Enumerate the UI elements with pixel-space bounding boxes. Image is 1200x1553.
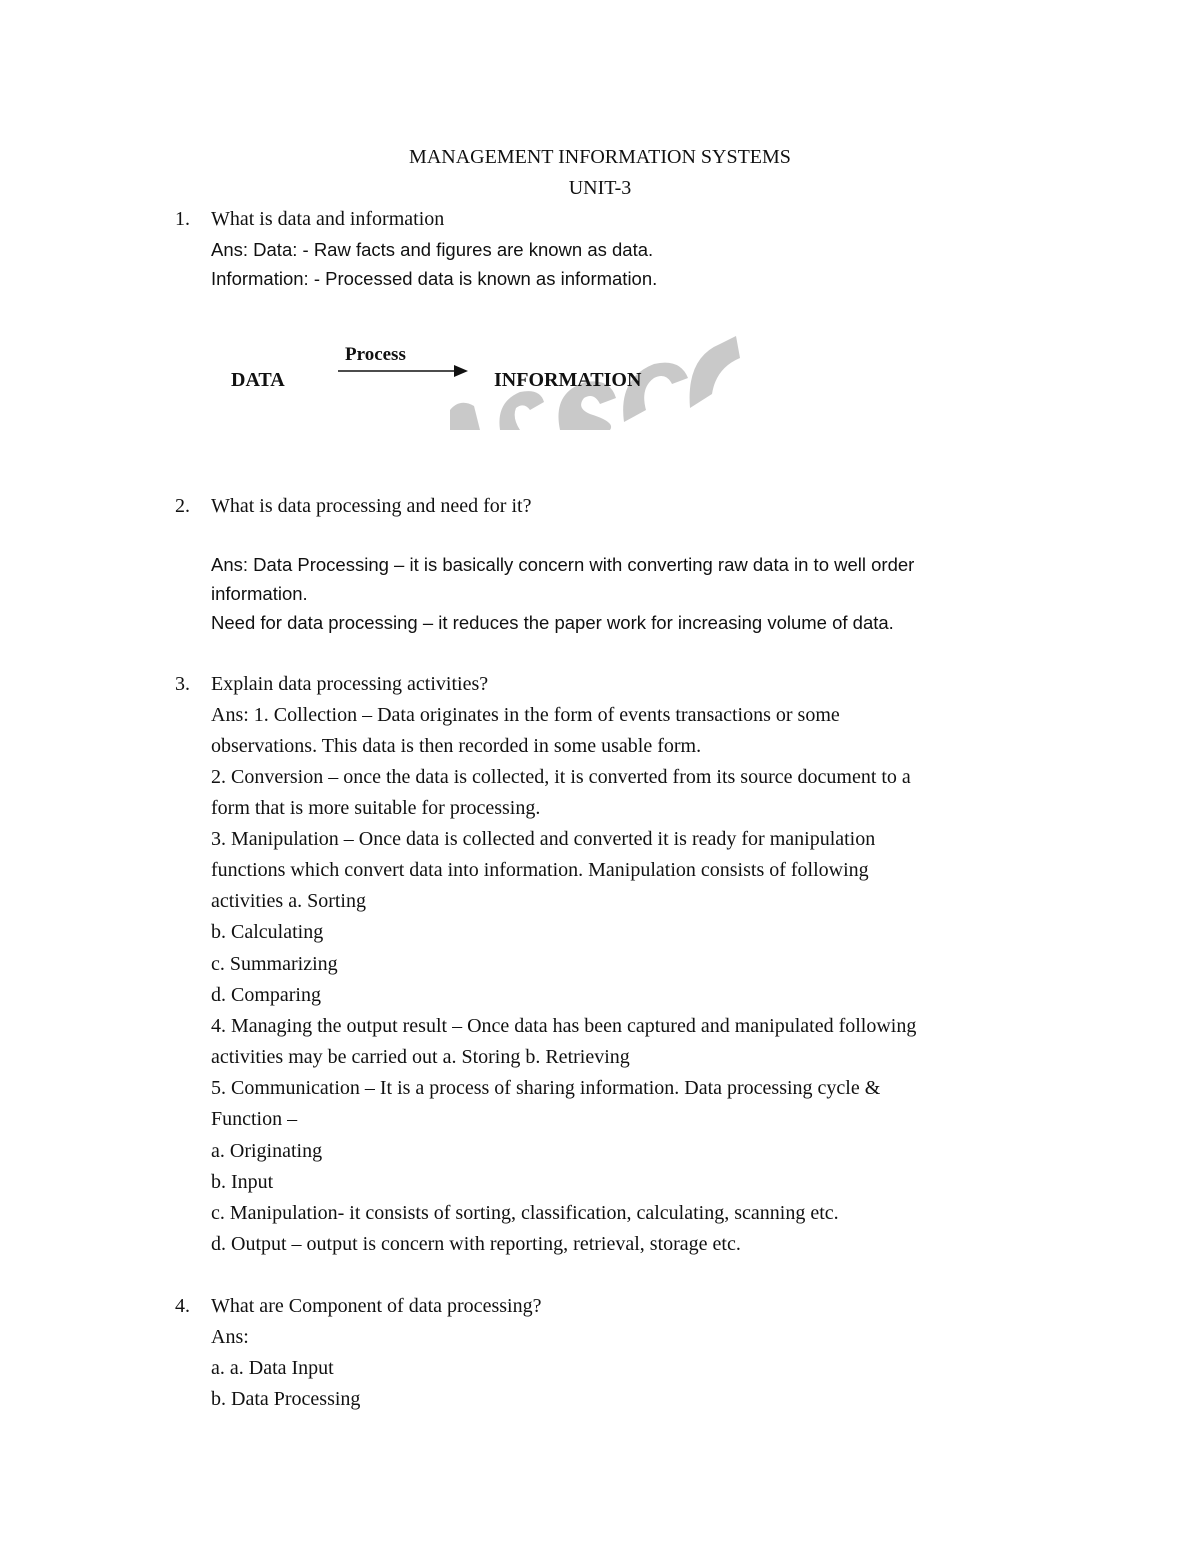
question-number-4: 4.	[175, 1295, 190, 1317]
answer-1-information: Information: - Processed data is known as information.	[211, 268, 658, 289]
question-number-1: 1.	[175, 208, 190, 230]
answer-3-line: a. Originating	[211, 1140, 323, 1162]
answer-4-line: a. a. Data Input	[211, 1357, 334, 1379]
answer-2-line: Ans: Data Processing – it is basically concern with converting raw data in to well order	[211, 554, 915, 575]
diagram-label-data: DATA	[231, 369, 285, 391]
diagram-label-information: INFORMATION	[494, 369, 642, 391]
answer-4-line: b. Data Processing	[211, 1388, 361, 1410]
question-2: What is data processing and need for it?	[211, 495, 532, 517]
diagram-label-process: Process	[345, 344, 406, 365]
answer-3-line: 4. Managing the output result – Once data has been captured and manipulated following	[211, 1015, 917, 1037]
answer-4-line: Ans:	[211, 1326, 249, 1348]
answer-3-line: b. Calculating	[211, 921, 324, 943]
document-subtitle: UNIT-3	[568, 177, 632, 199]
answer-3-line: d. Comparing	[211, 984, 321, 1006]
document-title: MANAGEMENT INFORMATION SYSTEMS	[409, 146, 791, 168]
answer-3-line: b. Input	[211, 1171, 274, 1193]
answer-3-line: observations. This data is then recorded in some usable form.	[211, 735, 702, 757]
answer-3-line: 5. Communication – It is a process of sharing information. Data processing cycle &	[211, 1077, 881, 1099]
question-number-3: 3.	[175, 673, 190, 695]
data-process-diagram	[225, 318, 745, 430]
answer-3-line: d. Output – output is concern with reporting, retrieval, storage etc.	[211, 1233, 741, 1255]
answer-2-line: information.	[211, 583, 308, 604]
question-3: Explain data processing activities?	[211, 673, 489, 695]
answer-3-line: Ans: 1. Collection – Data originates in the form of events transactions or some	[211, 704, 840, 726]
answer-3-line: activities a. Sorting	[211, 890, 366, 912]
answer-3-line: c. Manipulation- it consists of sorting, classification, calculating, scanning etc.	[211, 1202, 839, 1224]
answer-3-line: Function –	[211, 1108, 298, 1130]
question-1: What is data and information	[211, 208, 445, 230]
answer-2-line: Need for data processing – it reduces the paper work for increasing volume of data.	[211, 612, 894, 633]
answer-3-line: 2. Conversion – once the data is collected, it is converted from its source document to a	[211, 766, 911, 788]
answer-3-line: c. Summarizing	[211, 953, 338, 975]
question-number-2: 2.	[175, 495, 190, 517]
diagram-arrowhead	[454, 365, 468, 377]
answer-1-data: Ans: Data: - Raw facts and figures are known as data.	[211, 239, 654, 260]
question-4: What are Component of data processing?	[211, 1295, 542, 1317]
answer-3-line: 3. Manipulation – Once data is collected and converted it is ready for manipulation	[211, 828, 876, 850]
answer-3-line: form that is more suitable for processing.	[211, 797, 541, 819]
answer-3-line: functions which convert data into information. Manipulation consists of following	[211, 859, 869, 881]
answer-3-line: activities may be carried out a. Storing b. Retrieving	[211, 1046, 630, 1068]
